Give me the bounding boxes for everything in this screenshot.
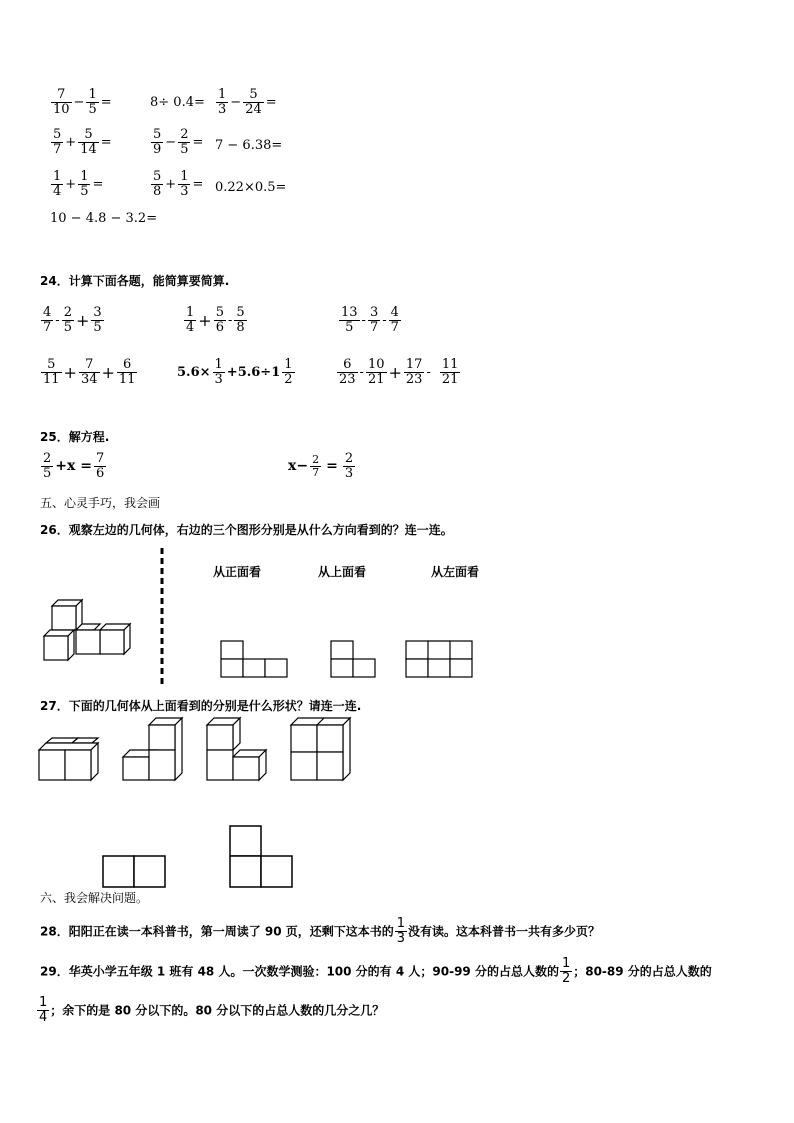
q24-expr-6: $\frac{6}{23}$ - $\frac{10}{21}$ + $\frac{17}{23}$ - $\frac{11}{21}$ bbox=[339, 357, 459, 387]
q25-eq-1: $\frac{2}{5}$ +x = $\frac{7}{6}$ bbox=[43, 451, 105, 481]
calc-6: 7 − 6.38= bbox=[215, 138, 283, 153]
q27-solid-4 bbox=[290, 718, 354, 783]
section-6-heading: 六、我会解决问题。 bbox=[40, 891, 149, 905]
calc-7: $\frac{1}{4}$ + $\frac{1}{5}$ = bbox=[53, 169, 104, 199]
q24-expr-2: $\frac{1}{4}$ + $\frac{5}{6}$ - $\frac{5}{8}$ bbox=[186, 305, 245, 335]
label-left-view: 从左面看 bbox=[431, 565, 480, 579]
q24-title: 24．计算下面各题，能简算要简算. bbox=[40, 274, 230, 288]
calc-3: $\frac{1}{3}$ − $\frac{5}{24}$ = bbox=[218, 87, 277, 117]
q29-line-1: 29．华英小学五年级 1 班有 48 人。一次数学测验：100 分的有 4 人；90-99 分的占总人数的 $\frac{1}{2}$ ；80-89 分的占总人数的 bbox=[40, 956, 712, 986]
q25-eq-2: x− $\frac{2}{7}$ = $\frac{2}{3}$ bbox=[288, 451, 354, 481]
q24-expr-4: $\frac{5}{11}$ + $\frac{7}{34}$ + $\frac{6}{11}$ bbox=[43, 357, 136, 387]
label-front-view: 从正面看 bbox=[213, 565, 262, 579]
q29-line-2: $\frac{1}{4}$ ；余下的是 80 分以下的。80 分以下的占总人数的几分之几？ bbox=[39, 995, 385, 1025]
q27-solid-2 bbox=[122, 718, 186, 783]
q26-view-b bbox=[330, 640, 376, 678]
calc-5: $\frac{5}{9}$ − $\frac{2}{5}$ = bbox=[153, 127, 204, 157]
q24-expr-5: 5.6× $\frac{1}{3}$ +5.6÷1 $\frac{1}{2}$ bbox=[177, 357, 293, 387]
q24-expr-3: $\frac{13}{5}$ - $\frac{3}{7}$ - $\frac{4}{7}$ bbox=[341, 305, 399, 335]
calc-4: $\frac{5}{7}$ + $\frac{5}{14}$ = bbox=[53, 127, 112, 157]
q27-shape-b bbox=[229, 825, 293, 888]
q27-solid-3 bbox=[206, 718, 270, 783]
q27-shape-a bbox=[102, 855, 166, 888]
calc-1: $\frac{7}{10}$ − $\frac{1}{5}$ = bbox=[53, 87, 112, 117]
calc-2: 8÷ 0.4= bbox=[150, 95, 205, 110]
q28-text: 28．阳阳正在读一本科普书，第一周读了 90 页，还剩下这本书的 $\frac{1}{3}$ 没有读。这本科普书一共有多少页？ bbox=[40, 916, 601, 946]
q26-solid-figure bbox=[40, 600, 145, 665]
q27-title: 27．下面的几何体从上面看到的分别是什么形状？请连一连. bbox=[40, 699, 362, 713]
divider-line bbox=[160, 548, 164, 688]
calc-10: 10 − 4.8 − 3.2= bbox=[50, 211, 158, 226]
section-5-heading: 五、心灵手巧，我会画 bbox=[40, 496, 161, 510]
calc-8: $\frac{5}{8}$ + $\frac{1}{3}$ = bbox=[153, 169, 204, 199]
label-top-view: 从上面看 bbox=[318, 565, 367, 579]
q24-expr-1: $\frac{4}{7}$ - $\frac{2}{5}$ + $\frac{3}{5}$ bbox=[43, 305, 102, 335]
q27-solid-1 bbox=[38, 738, 102, 783]
calc-9: 0.22×0.5= bbox=[215, 180, 287, 195]
q26-view-c bbox=[405, 640, 473, 678]
q26-view-a bbox=[220, 640, 288, 678]
q26-title: 26．观察左边的几何体，右边的三个图形分别是从什么方向看到的？连一连。 bbox=[40, 523, 453, 537]
q25-title: 25．解方程. bbox=[40, 430, 110, 444]
